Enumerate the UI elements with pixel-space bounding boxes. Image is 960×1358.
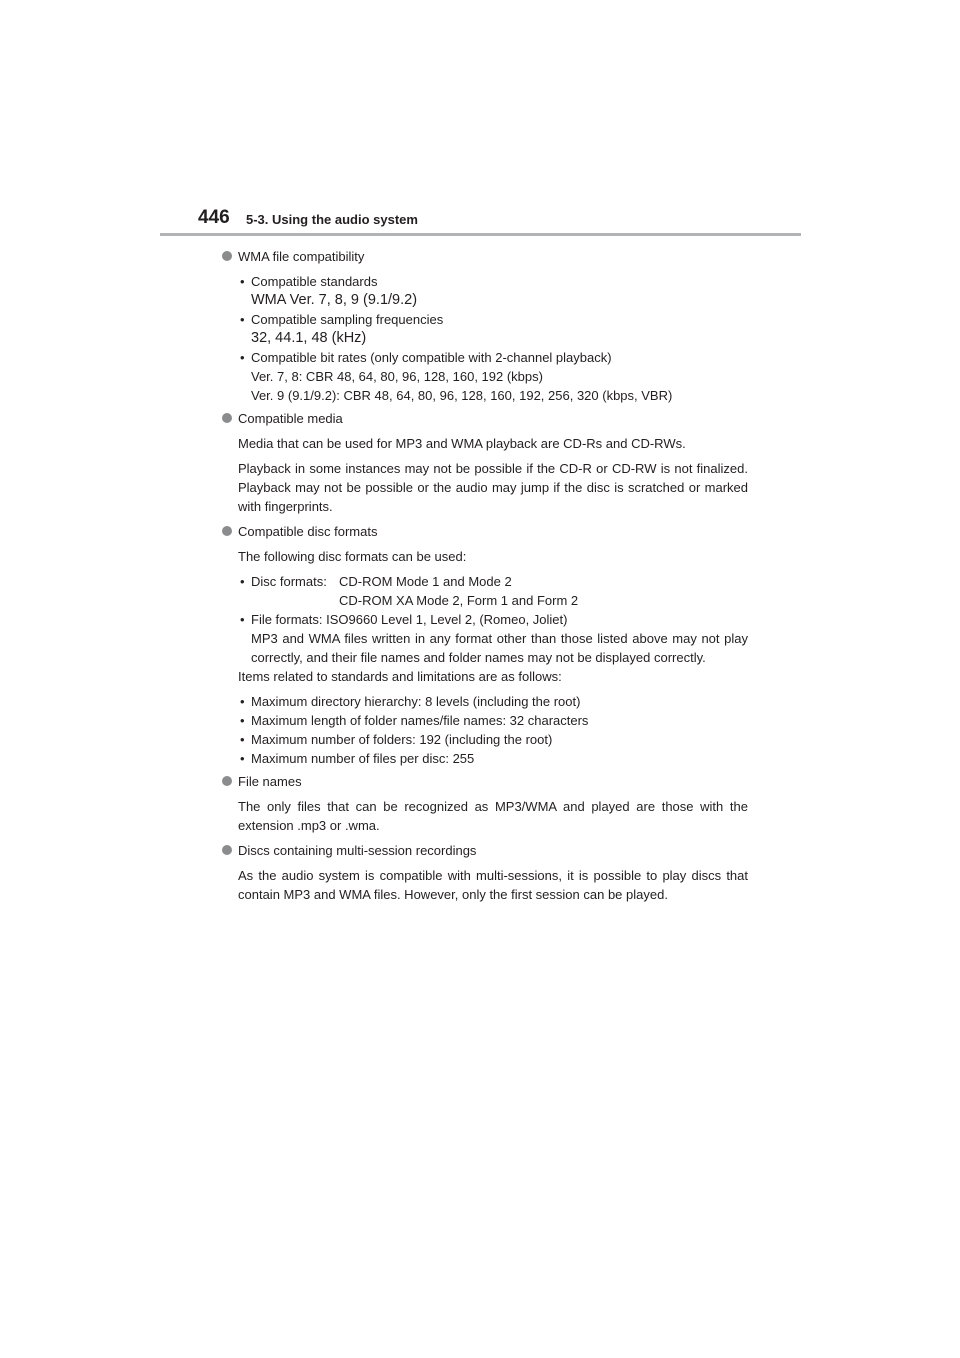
wma-standards-value: WMA Ver. 7, 8, 9 (9.1/9.2): [251, 292, 418, 308]
media-section: [222, 409, 748, 516]
bullet-dot-icon: [222, 413, 232, 423]
media-heading: [222, 409, 748, 428]
page-header: [198, 206, 801, 236]
wma-bitrate-v78: Ver. 7, 8: CBR 48, 64, 80, 96, 128, 160, 192 (kbps): [251, 369, 543, 384]
list-bullet-icon: •: [240, 350, 245, 365]
filenames-paragraph: The only files that can be recognized as MP3/WMA and played are those with the extension .mp3 or .wma.: [238, 799, 748, 833]
disc-formats-row: [251, 572, 748, 610]
wma-freq-label: Compatible sampling frequencies: [251, 312, 444, 327]
limits-intro: Items related to standards and limitations are as follows:: [238, 669, 562, 684]
wma-title: WMA file compatibility: [238, 249, 365, 264]
list-bullet-icon: •: [240, 751, 245, 766]
media-paragraph-2: Playback in some instances may not be possible if the CD-R or CD-RW is not finalized. Playback may not be possible or the audio may jump if the disc is scratched or marked with fingerprints.: [238, 461, 748, 514]
file-formats: [222, 610, 748, 629]
media-title: Compatible media: [238, 411, 343, 426]
limit-item-text: Maximum length of folder names/file names: 32 characters: [251, 713, 589, 728]
section-title: 5-3. Using the audio system: [246, 212, 418, 227]
disc-formats: [222, 572, 748, 610]
wma-section: [222, 247, 748, 405]
limit-item-text: Maximum directory hierarchy: 8 levels (including the root): [251, 694, 581, 709]
limit-item: [222, 730, 748, 749]
wma-freq-value: 32, 44.1, 48 (kHz): [251, 330, 367, 346]
bullet-dot-icon: [222, 526, 232, 536]
list-bullet-icon: •: [240, 612, 245, 627]
formats-heading: [222, 522, 748, 541]
limit-item: [222, 711, 748, 730]
multisession-paragraph: As the audio system is compatible with multi-sessions, it is possible to play discs that contain MP3 and WMA files. However, only the first session can be played.: [238, 868, 748, 902]
limit-item-text: Maximum number of files per disc: 255: [251, 751, 475, 766]
bullet-dot-icon: [222, 776, 232, 786]
wma-heading: [222, 247, 748, 266]
list-bullet-icon: •: [240, 732, 245, 747]
bullet-dot-icon: [222, 845, 232, 855]
formats-intro: The following disc formats can be used:: [238, 549, 467, 564]
filenames-title: File names: [238, 774, 302, 789]
page-content: [222, 243, 748, 910]
wma-bitrate: [222, 348, 748, 367]
multisession-title: Discs containing multi-session recordings: [238, 843, 477, 858]
list-bullet-icon: •: [240, 574, 245, 589]
file-formats-note: MP3 and WMA files written in any format other than those listed above may not play correctly, and their file names and folder names may not be displayed correctly.: [251, 631, 748, 665]
limit-item: [222, 749, 748, 768]
disc-format-value-2: CD-ROM XA Mode 2, Form 1 and Form 2: [339, 593, 579, 608]
filenames-section: [222, 772, 748, 835]
file-formats-text: File formats: ISO9660 Level 1, Level 2, (Romeo, Joliet): [251, 612, 568, 627]
limit-item-text: Maximum number of folders: 192 (including the root): [251, 732, 553, 747]
wma-standards-label: Compatible standards: [251, 274, 378, 289]
list-bullet-icon: •: [240, 312, 245, 327]
wma-standards: [222, 272, 748, 291]
multisession-section: [222, 841, 748, 904]
disc-formats-label: Disc formats:: [251, 574, 327, 589]
wma-bitrate-label: Compatible bit rates (only compatible with 2-channel playback): [251, 350, 612, 365]
limit-item: [222, 692, 748, 711]
wma-bitrate-v9: Ver. 9 (9.1/9.2): CBR 48, 64, 80, 96, 128, 160, 192, 256, 320 (kbps, VBR): [251, 388, 673, 403]
formats-section: [222, 522, 748, 768]
media-paragraph-1: Media that can be used for MP3 and WMA playback are CD-Rs and CD-RWs.: [238, 436, 686, 451]
wma-freq: [222, 310, 748, 329]
list-bullet-icon: •: [240, 713, 245, 728]
filenames-heading: [222, 772, 748, 791]
disc-formats-values: [339, 572, 748, 610]
disc-format-value-1: CD-ROM Mode 1 and Mode 2: [339, 574, 512, 589]
list-bullet-icon: •: [240, 274, 245, 289]
page-number: 446: [198, 207, 230, 228]
header-rule: [160, 233, 801, 236]
formats-title: Compatible disc formats: [238, 524, 378, 539]
multisession-heading: [222, 841, 748, 860]
bullet-dot-icon: [222, 251, 232, 261]
list-bullet-icon: •: [240, 694, 245, 709]
